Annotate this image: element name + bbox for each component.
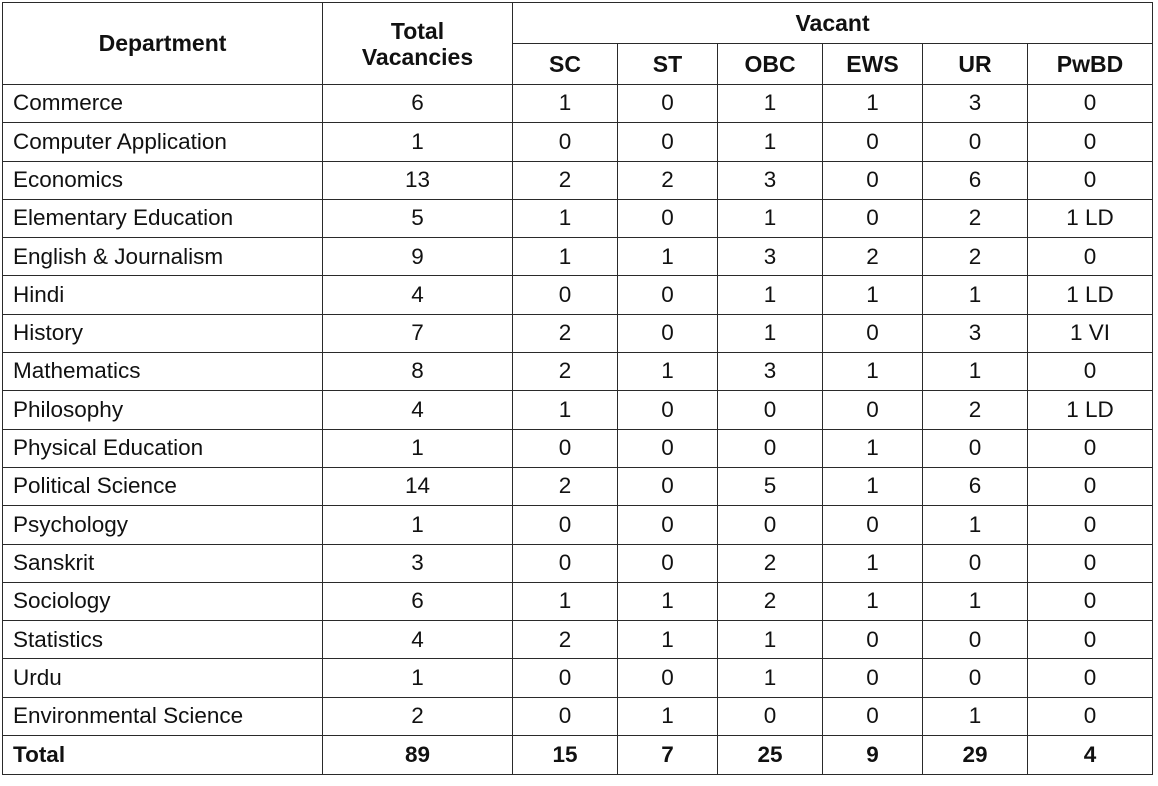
ews-cell: 0: [823, 659, 923, 697]
total-cell: 1: [323, 506, 513, 544]
total-cell: 4: [323, 621, 513, 659]
obc-cell: 1: [718, 621, 823, 659]
st-cell: 0: [618, 276, 718, 314]
vacancy-table: [2, 2, 1153, 775]
table-row: [3, 276, 1153, 314]
ews-cell: 0: [823, 621, 923, 659]
ews-cell: 1: [823, 276, 923, 314]
department-cell: Elementary Education: [3, 199, 323, 237]
header-ews: EWS: [823, 44, 923, 85]
st-cell: 1: [618, 238, 718, 276]
ews-cell: 0: [823, 161, 923, 199]
department-cell: English & Journalism: [3, 238, 323, 276]
pwbd-cell: 1 LD: [1028, 276, 1153, 314]
ur-cell: 1: [923, 582, 1028, 620]
ur-cell: 1: [923, 276, 1028, 314]
header-st: ST: [618, 44, 718, 85]
sc-cell: 0: [513, 276, 618, 314]
table-row: [3, 506, 1153, 544]
ews-cell: 0: [823, 123, 923, 161]
header-obc: OBC: [718, 44, 823, 85]
total-row: [3, 736, 1153, 775]
ews-cell: 1: [823, 467, 923, 505]
ur-cell: 0: [923, 659, 1028, 697]
st-cell: 0: [618, 429, 718, 467]
st-cell: 0: [618, 85, 718, 123]
header-department: Department: [3, 3, 323, 85]
ur-cell: 2: [923, 391, 1028, 429]
total-ews-cell: 9: [823, 736, 923, 775]
total-cell: 6: [323, 582, 513, 620]
total-cell: 5: [323, 199, 513, 237]
department-cell: Philosophy: [3, 391, 323, 429]
table-row: [3, 659, 1153, 697]
total-sc-cell: 15: [513, 736, 618, 775]
header-pwbd: PwBD: [1028, 44, 1153, 85]
total-st-cell: 7: [618, 736, 718, 775]
obc-cell: 1: [718, 199, 823, 237]
obc-cell: 3: [718, 238, 823, 276]
total-total-cell: 89: [323, 736, 513, 775]
obc-cell: 1: [718, 85, 823, 123]
table-row: [3, 161, 1153, 199]
pwbd-cell: 0: [1028, 467, 1153, 505]
total-cell: 13: [323, 161, 513, 199]
ews-cell: 0: [823, 391, 923, 429]
department-cell: Environmental Science: [3, 697, 323, 735]
pwbd-cell: 1 LD: [1028, 391, 1153, 429]
obc-cell: 5: [718, 467, 823, 505]
pwbd-cell: 0: [1028, 238, 1153, 276]
department-cell: Psychology: [3, 506, 323, 544]
department-cell: Political Science: [3, 467, 323, 505]
table-row: [3, 391, 1153, 429]
sc-cell: 0: [513, 697, 618, 735]
total-cell: 14: [323, 467, 513, 505]
department-cell: Sociology: [3, 582, 323, 620]
department-cell: Commerce: [3, 85, 323, 123]
obc-cell: 1: [718, 123, 823, 161]
header-row-main: [3, 3, 1153, 44]
ur-cell: 0: [923, 621, 1028, 659]
ews-cell: 1: [823, 582, 923, 620]
department-cell: Urdu: [3, 659, 323, 697]
sc-cell: 2: [513, 467, 618, 505]
obc-cell: 3: [718, 161, 823, 199]
total-cell: 3: [323, 544, 513, 582]
pwbd-cell: 0: [1028, 161, 1153, 199]
total-cell: 2: [323, 697, 513, 735]
sc-cell: 1: [513, 391, 618, 429]
ews-cell: 1: [823, 544, 923, 582]
pwbd-cell: 0: [1028, 123, 1153, 161]
st-cell: 0: [618, 467, 718, 505]
pwbd-cell: 0: [1028, 697, 1153, 735]
sc-cell: 1: [513, 582, 618, 620]
header-total-vacancies: [323, 3, 513, 85]
st-cell: 2: [618, 161, 718, 199]
ews-cell: 1: [823, 429, 923, 467]
table-row: [3, 621, 1153, 659]
ews-cell: 1: [823, 85, 923, 123]
st-cell: 1: [618, 353, 718, 391]
pwbd-cell: 0: [1028, 544, 1153, 582]
total-department-cell: Total: [3, 736, 323, 775]
ur-cell: 6: [923, 161, 1028, 199]
department-cell: Economics: [3, 161, 323, 199]
st-cell: 0: [618, 199, 718, 237]
sc-cell: 1: [513, 199, 618, 237]
table-row: [3, 123, 1153, 161]
obc-cell: 0: [718, 391, 823, 429]
ur-cell: 1: [923, 353, 1028, 391]
pwbd-cell: 0: [1028, 85, 1153, 123]
table-row: [3, 353, 1153, 391]
table-row: [3, 582, 1153, 620]
st-cell: 0: [618, 506, 718, 544]
sc-cell: 0: [513, 123, 618, 161]
obc-cell: 1: [718, 314, 823, 352]
department-cell: History: [3, 314, 323, 352]
header-vacant: Vacant: [513, 3, 1153, 44]
total-cell: 6: [323, 85, 513, 123]
department-cell: Hindi: [3, 276, 323, 314]
st-cell: 0: [618, 314, 718, 352]
obc-cell: 1: [718, 659, 823, 697]
total-pwbd-cell: 4: [1028, 736, 1153, 775]
obc-cell: 3: [718, 353, 823, 391]
total-cell: 4: [323, 276, 513, 314]
ews-cell: 0: [823, 506, 923, 544]
ur-cell: 3: [923, 314, 1028, 352]
table-row: [3, 314, 1153, 352]
pwbd-cell: 0: [1028, 582, 1153, 620]
st-cell: 0: [618, 659, 718, 697]
obc-cell: 0: [718, 429, 823, 467]
sc-cell: 0: [513, 544, 618, 582]
department-cell: Physical Education: [3, 429, 323, 467]
ews-cell: 0: [823, 697, 923, 735]
pwbd-cell: 1 VI: [1028, 314, 1153, 352]
st-cell: 1: [618, 697, 718, 735]
department-cell: Computer Application: [3, 123, 323, 161]
total-cell: 1: [323, 123, 513, 161]
ur-cell: 1: [923, 697, 1028, 735]
sc-cell: 0: [513, 506, 618, 544]
department-cell: Mathematics: [3, 353, 323, 391]
sc-cell: 2: [513, 314, 618, 352]
header-ur: UR: [923, 44, 1028, 85]
st-cell: 1: [618, 582, 718, 620]
ur-cell: 0: [923, 429, 1028, 467]
ur-cell: 2: [923, 199, 1028, 237]
department-cell: Statistics: [3, 621, 323, 659]
ews-cell: 2: [823, 238, 923, 276]
st-cell: 0: [618, 544, 718, 582]
ur-cell: 0: [923, 544, 1028, 582]
obc-cell: 1: [718, 276, 823, 314]
ur-cell: 1: [923, 506, 1028, 544]
pwbd-cell: 0: [1028, 621, 1153, 659]
pwbd-cell: 0: [1028, 506, 1153, 544]
total-cell: 1: [323, 659, 513, 697]
pwbd-cell: 0: [1028, 353, 1153, 391]
sc-cell: 0: [513, 429, 618, 467]
table-row: [3, 544, 1153, 582]
sc-cell: 1: [513, 85, 618, 123]
sc-cell: 2: [513, 621, 618, 659]
table-row: [3, 429, 1153, 467]
pwbd-cell: 0: [1028, 429, 1153, 467]
total-obc-cell: 25: [718, 736, 823, 775]
header-total-vacancies-text: Total Vacancies: [361, 17, 474, 70]
vacancy-table-container: [2, 2, 1152, 782]
st-cell: 1: [618, 621, 718, 659]
table-row: [3, 697, 1153, 735]
total-cell: 8: [323, 353, 513, 391]
total-cell: 4: [323, 391, 513, 429]
sc-cell: 1: [513, 238, 618, 276]
ur-cell: 3: [923, 85, 1028, 123]
ews-cell: 0: [823, 314, 923, 352]
obc-cell: 2: [718, 544, 823, 582]
total-cell: 1: [323, 429, 513, 467]
table-row: [3, 467, 1153, 505]
total-cell: 9: [323, 238, 513, 276]
table-row: [3, 85, 1153, 123]
obc-cell: 0: [718, 697, 823, 735]
table-header: [3, 3, 1153, 85]
sc-cell: 2: [513, 161, 618, 199]
obc-cell: 2: [718, 582, 823, 620]
ews-cell: 1: [823, 353, 923, 391]
sc-cell: 2: [513, 353, 618, 391]
department-cell: Sanskrit: [3, 544, 323, 582]
pwbd-cell: 1 LD: [1028, 199, 1153, 237]
total-ur-cell: 29: [923, 736, 1028, 775]
ur-cell: 0: [923, 123, 1028, 161]
total-cell: 7: [323, 314, 513, 352]
obc-cell: 0: [718, 506, 823, 544]
table-body: [3, 85, 1153, 775]
ur-cell: 6: [923, 467, 1028, 505]
table-row: [3, 238, 1153, 276]
sc-cell: 0: [513, 659, 618, 697]
pwbd-cell: 0: [1028, 659, 1153, 697]
st-cell: 0: [618, 123, 718, 161]
ur-cell: 2: [923, 238, 1028, 276]
header-sc: SC: [513, 44, 618, 85]
ews-cell: 0: [823, 199, 923, 237]
st-cell: 0: [618, 391, 718, 429]
table-row: [3, 199, 1153, 237]
